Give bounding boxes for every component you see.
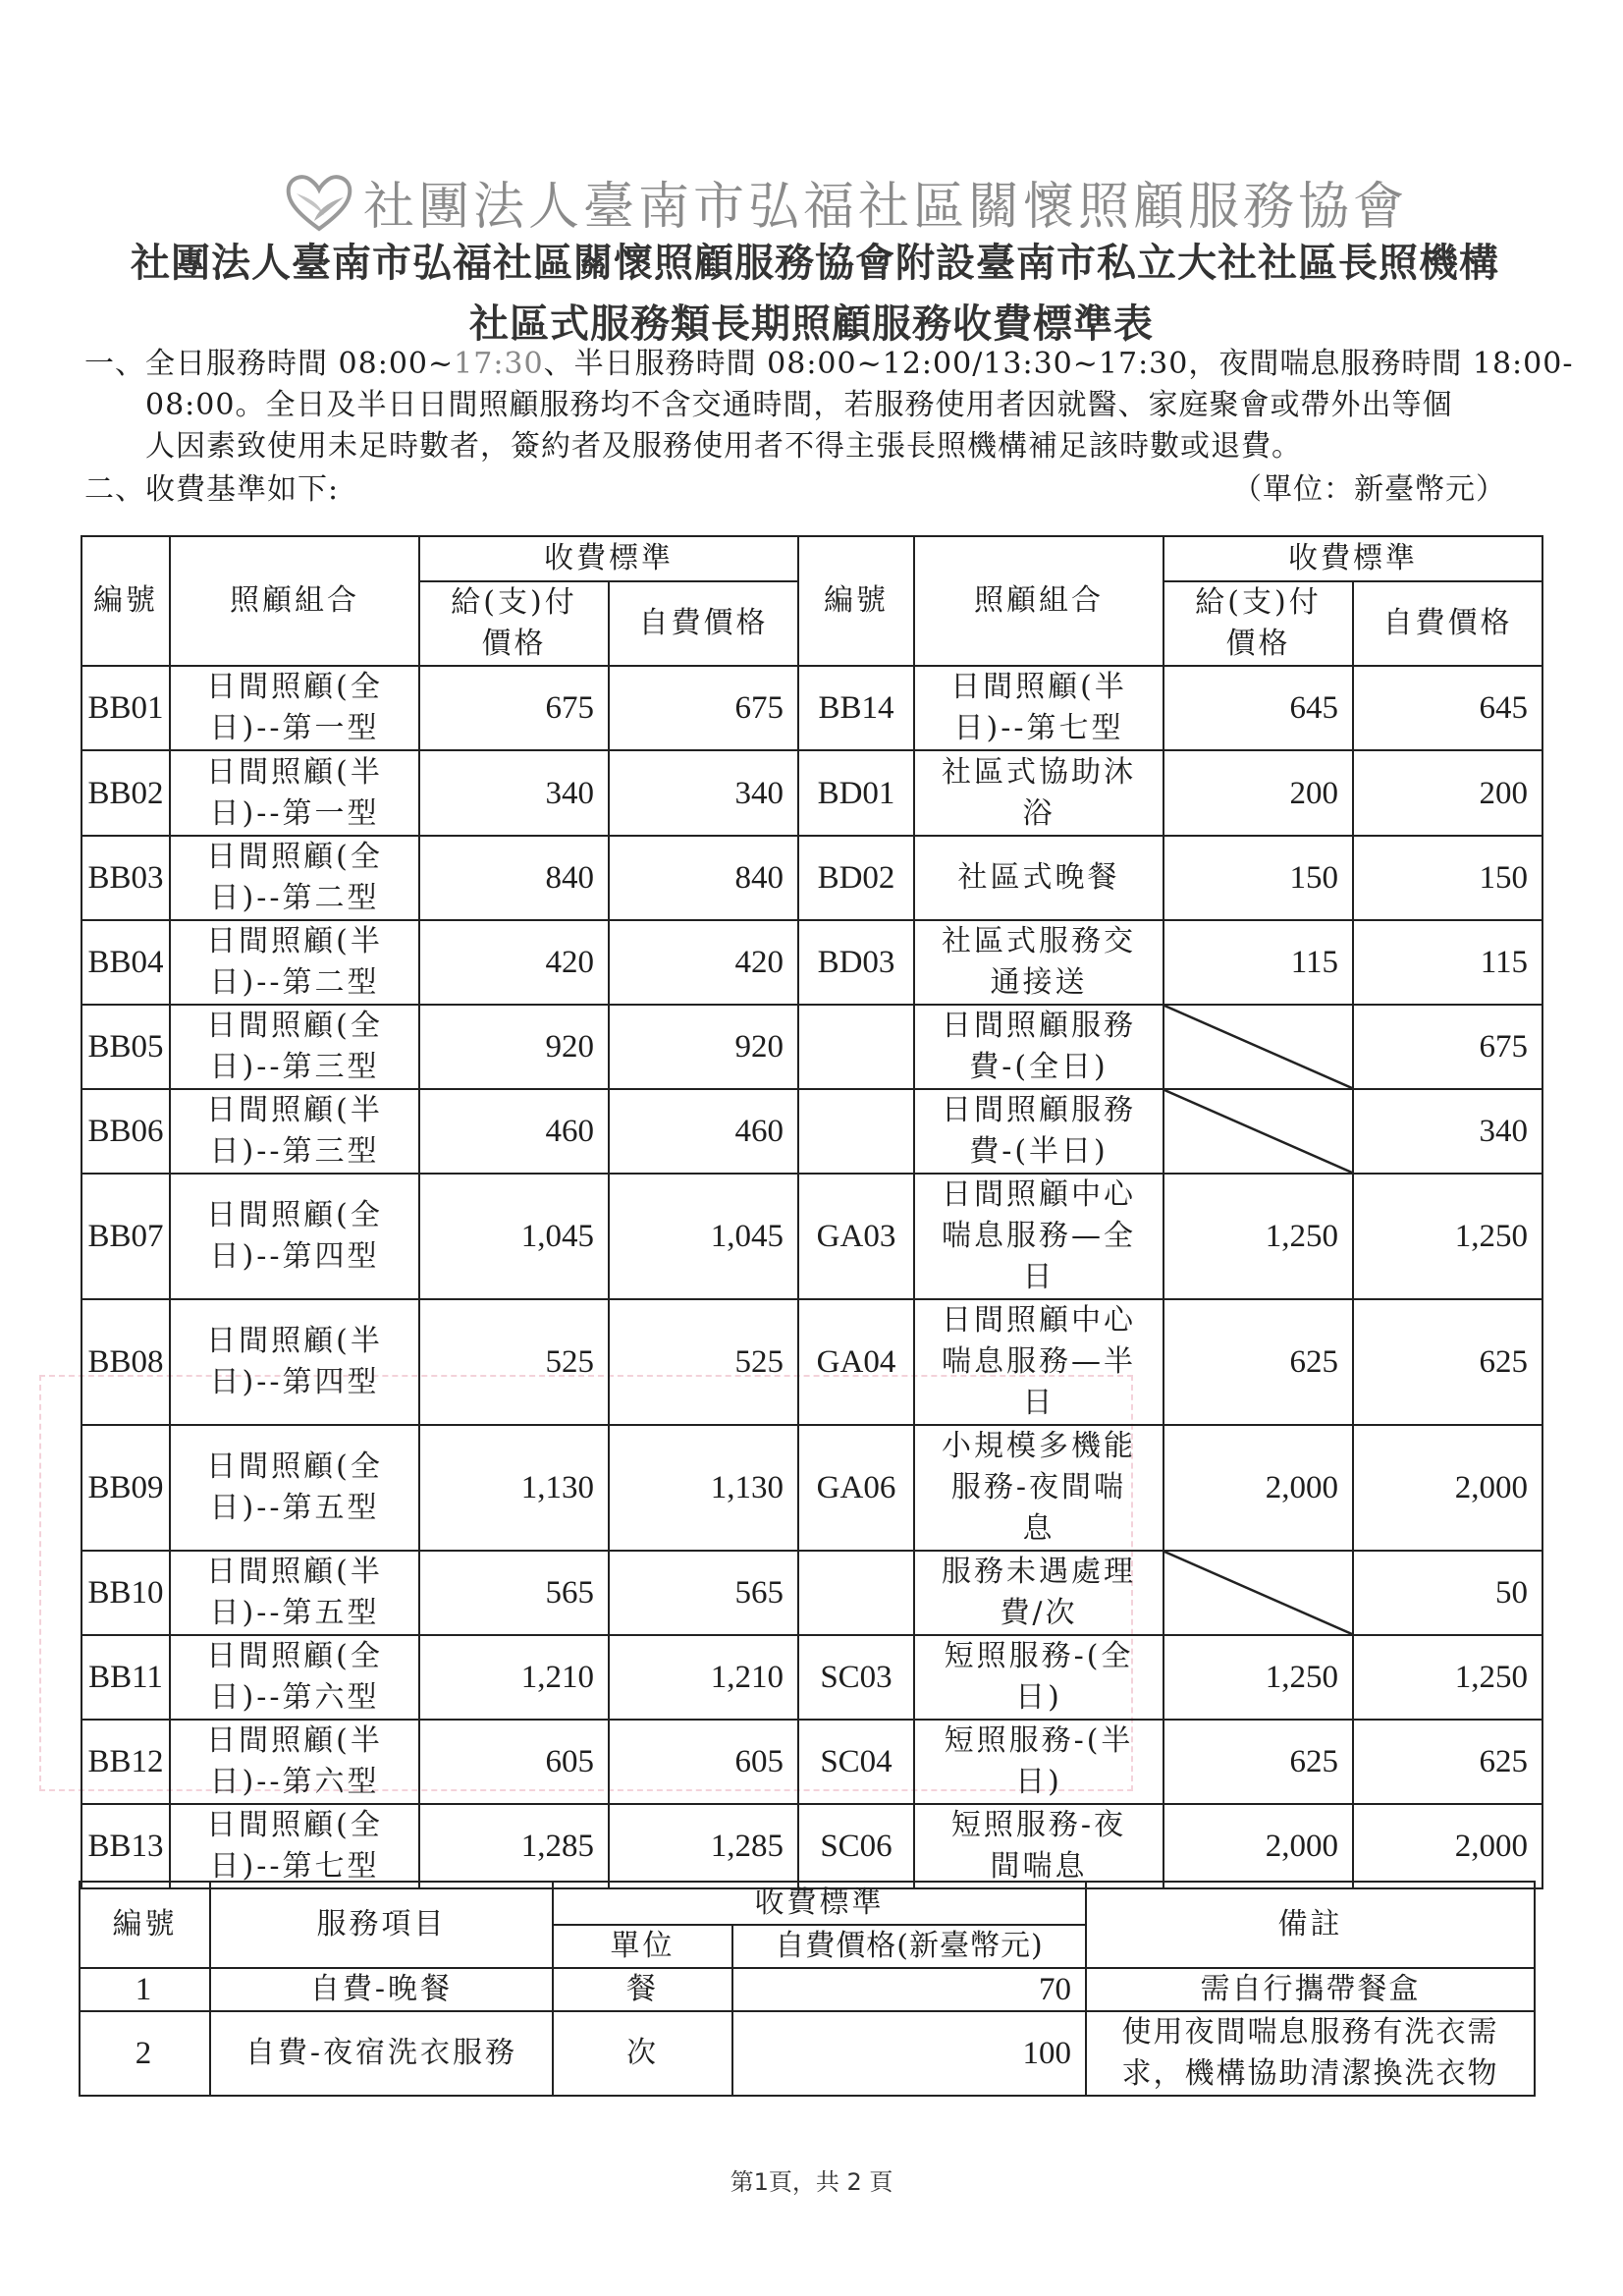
- right-self-price: 115: [1353, 920, 1542, 1005]
- left-code-cell: BB12: [81, 1720, 170, 1804]
- service-name: 日間照顧中心喘息服務—全日: [942, 1177, 1136, 1294]
- table-row: [81, 1425, 1542, 1551]
- item-unit: 次: [553, 2011, 732, 2096]
- table-row: [81, 1005, 1542, 1089]
- header-subsidy-price: [419, 581, 609, 666]
- note-1-time-end: 17:30: [454, 347, 544, 381]
- service-name: 日間照顧(全日)--第二型: [206, 840, 383, 915]
- header-subsidy-price-text: 給(支)付價格: [451, 585, 577, 661]
- note-2: 二、收費基準如下:: [84, 472, 340, 507]
- left-subsidy-price: 675: [419, 666, 609, 750]
- service-name: 日間照顧(半日)--第七型: [950, 670, 1127, 745]
- left-combo-cell: [170, 1804, 419, 1888]
- right-self-price: 50: [1353, 1551, 1542, 1635]
- left-subsidy-price: 840: [419, 836, 609, 920]
- left-subsidy-price: 1,285: [419, 1804, 609, 1888]
- not-applicable-cell: [1163, 1551, 1353, 1635]
- header-self-price: 自費價格: [1353, 581, 1542, 666]
- right-code-cell: [798, 1551, 914, 1635]
- not-applicable-cell: [1163, 1089, 1353, 1174]
- left-subsidy-price: 920: [419, 1005, 609, 1089]
- service-name: 社區式晚餐: [957, 860, 1120, 895]
- right-subsidy-price: 625: [1163, 1299, 1353, 1425]
- table-row: [81, 920, 1542, 1005]
- right-code-cell: [798, 1005, 914, 1089]
- service-name: 日間照顧(半日)--第一型: [206, 754, 383, 831]
- left-combo-cell: [170, 1299, 419, 1425]
- right-self-price: 1,250: [1353, 1635, 1542, 1720]
- table-row: [81, 1174, 1542, 1299]
- left-subsidy-price: 340: [419, 750, 609, 836]
- left-code-cell: BB10: [81, 1551, 170, 1635]
- left-combo-cell: [170, 1089, 419, 1174]
- service-name: 日間照顧(半日)--第四型: [206, 1324, 383, 1399]
- heart-logo-icon: [285, 172, 353, 233]
- left-combo-cell: [170, 1174, 419, 1299]
- right-combo-cell: [914, 1005, 1163, 1089]
- left-subsidy-price: 565: [419, 1551, 609, 1635]
- right-code-cell: BD03: [798, 920, 914, 1005]
- header-code: 編號: [81, 536, 170, 666]
- right-self-price: 150: [1353, 836, 1542, 920]
- right-code-cell: BB14: [798, 666, 914, 750]
- self-pay-table: [79, 1881, 1536, 2097]
- item-code: 1: [80, 1968, 210, 2011]
- left-self-price: 1,045: [609, 1174, 798, 1299]
- left-combo-cell: [170, 836, 419, 920]
- header-fee-standard: 收費標準: [1163, 536, 1542, 581]
- right-self-price: 625: [1353, 1299, 1542, 1425]
- right-combo-cell: [914, 1299, 1163, 1425]
- right-subsidy-price: 150: [1163, 836, 1353, 920]
- right-self-price: 645: [1353, 666, 1542, 750]
- right-code-cell: BD01: [798, 750, 914, 836]
- left-combo-cell: [170, 750, 419, 836]
- remark-text: 需自行攜帶餐盒: [1200, 1972, 1421, 2006]
- header-combo: 照顧組合: [914, 536, 1163, 666]
- left-code-cell: BB07: [81, 1174, 170, 1299]
- right-subsidy-price: 2,000: [1163, 1425, 1353, 1551]
- table-row: [81, 1635, 1542, 1720]
- right-self-price: 2,000: [1353, 1804, 1542, 1888]
- header-subsidy-price: [1163, 581, 1353, 666]
- left-combo-cell: [170, 666, 419, 750]
- right-combo-cell: [914, 1804, 1163, 1888]
- left-code-cell: BB05: [81, 1005, 170, 1089]
- left-self-price: 525: [609, 1299, 798, 1425]
- right-combo-cell: [914, 1089, 1163, 1174]
- item-name: 自費-晚餐: [210, 1968, 553, 2011]
- left-combo-cell: [170, 1005, 419, 1089]
- right-subsidy-price: 625: [1163, 1720, 1353, 1804]
- right-subsidy-price: 645: [1163, 666, 1353, 750]
- left-self-price: 605: [609, 1720, 798, 1804]
- right-code-cell: SC04: [798, 1720, 914, 1804]
- right-subsidy-price: 115: [1163, 920, 1353, 1005]
- service-name: 日間照顧(全日)--第三型: [206, 1009, 383, 1084]
- service-name: 日間照顧(全日)--第一型: [206, 670, 383, 745]
- left-combo-cell: [170, 920, 419, 1005]
- item-price: 100: [732, 2011, 1086, 2096]
- item-unit: 餐: [553, 1968, 732, 2011]
- table-row: [80, 2011, 1535, 2096]
- left-code-cell: BB11: [81, 1635, 170, 1720]
- item-price: 70: [732, 1968, 1086, 2011]
- table-row: [81, 1551, 1542, 1635]
- left-subsidy-price: 1,210: [419, 1635, 609, 1720]
- right-self-price: 625: [1353, 1720, 1542, 1804]
- header-code: 編號: [80, 1882, 210, 1968]
- right-subsidy-price: 2,000: [1163, 1804, 1353, 1888]
- left-code-cell: BB09: [81, 1425, 170, 1551]
- header-code: 編號: [798, 536, 914, 666]
- left-code-cell: BB08: [81, 1299, 170, 1425]
- document-title: 社區式服務類長期照顧服務收費標準表: [469, 301, 1154, 347]
- item-name: 自費-夜宿洗衣服務: [210, 2011, 553, 2096]
- left-code-cell: BB06: [81, 1089, 170, 1174]
- header-unit: 單位: [553, 1925, 732, 1968]
- note-1-text-a: 一、全日服務時間 08:00~: [84, 347, 455, 381]
- right-combo-cell: [914, 1720, 1163, 1804]
- service-name: 日間照顧(全日)--第七型: [206, 1808, 383, 1884]
- right-combo-cell: [914, 920, 1163, 1005]
- note-1-line-3: 人因素致使用未足時數者，簽約者及服務使用者不得主張長照機構補足該時數或退費。: [145, 429, 1302, 464]
- item-code: 2: [80, 2011, 210, 2096]
- left-self-price: 340: [609, 750, 798, 836]
- right-self-price: 675: [1353, 1005, 1542, 1089]
- left-self-price: 565: [609, 1551, 798, 1635]
- right-code-cell: GA03: [798, 1174, 914, 1299]
- header-subsidy-price-text: 給(支)付價格: [1195, 585, 1322, 661]
- left-self-price: 840: [609, 836, 798, 920]
- table-row: [81, 1804, 1542, 1888]
- right-combo-cell: [914, 666, 1163, 750]
- right-self-price: 200: [1353, 750, 1542, 836]
- service-name: 小規模多機能服務-夜間喘息: [942, 1429, 1136, 1546]
- table-row: [81, 1299, 1542, 1425]
- table-row: [81, 1720, 1542, 1804]
- left-subsidy-price: 605: [419, 1720, 609, 1804]
- service-name: 日間照顧服務費-(全日): [942, 1009, 1136, 1084]
- table-row: [81, 836, 1542, 920]
- left-code-cell: BB02: [81, 750, 170, 836]
- left-combo-cell: [170, 1635, 419, 1720]
- right-code-cell: SC03: [798, 1635, 914, 1720]
- service-name: 日間照顧(全日)--第五型: [206, 1449, 383, 1525]
- remark-text: 使用夜間喘息服務有洗衣需求，機構協助清潔換洗衣物: [1121, 2015, 1499, 2091]
- service-name: 社區式服務交通接送: [942, 924, 1136, 1000]
- service-name: 日間照顧(全日)--第六型: [206, 1639, 383, 1715]
- left-code-cell: BB04: [81, 920, 170, 1005]
- table-row: [81, 1089, 1542, 1174]
- left-self-price: 420: [609, 920, 798, 1005]
- page-indicator: 第1頁，共 2 頁: [730, 2168, 893, 2196]
- left-combo-cell: [170, 1551, 419, 1635]
- right-code-cell: BD02: [798, 836, 914, 920]
- header-combo: 照顧組合: [170, 536, 419, 666]
- left-self-price: 675: [609, 666, 798, 750]
- service-name: 短照服務-夜間喘息: [950, 1808, 1127, 1884]
- note-1-text-c: 、半日服務時間 08:00~12:00/13:30~17:30，夜間喘息服務時間 18:00-: [543, 347, 1574, 381]
- not-applicable-cell: [1163, 1005, 1353, 1089]
- left-combo-cell: [170, 1720, 419, 1804]
- left-subsidy-price: 1,045: [419, 1174, 609, 1299]
- organization-title: 社團法人臺南市弘福社區關懷照顧服務協會附設臺南市私立大社社區長照機構: [131, 240, 1499, 286]
- right-code-cell: [798, 1089, 914, 1174]
- right-subsidy-price: 200: [1163, 750, 1353, 836]
- left-subsidy-price: 1,130: [419, 1425, 609, 1551]
- service-name: 日間照顧(半日)--第二型: [206, 924, 383, 1000]
- table-row: [81, 750, 1542, 836]
- service-name: 日間照顧服務費-(半日): [942, 1093, 1136, 1169]
- left-self-price: 1,285: [609, 1804, 798, 1888]
- item-remark: [1086, 2011, 1535, 2096]
- table-row: [81, 666, 1542, 750]
- right-subsidy-price: 1,250: [1163, 1174, 1353, 1299]
- service-name: 短照服務-(半日): [944, 1723, 1134, 1799]
- left-combo-cell: [170, 1425, 419, 1551]
- header-fee-standard: 收費標準: [419, 536, 798, 581]
- service-name: 日間照顧(半日)--第三型: [206, 1093, 383, 1169]
- right-code-cell: SC06: [798, 1804, 914, 1888]
- header-self-price: 自費價格: [609, 581, 798, 666]
- note-1-line-1: [84, 344, 1573, 385]
- right-code-cell: GA04: [798, 1299, 914, 1425]
- service-name: 服務未遇處理費/次: [942, 1555, 1136, 1630]
- right-combo-cell: [914, 1635, 1163, 1720]
- left-self-price: 1,210: [609, 1635, 798, 1720]
- unit-note: （單位：新臺幣元）: [1232, 472, 1506, 507]
- item-remark: [1086, 1968, 1535, 2011]
- right-subsidy-price: 1,250: [1163, 1635, 1353, 1720]
- header-fee-standard: 收費標準: [553, 1882, 1086, 1925]
- note-1-line-2: 08:00。全日及半日日間照顧服務均不含交通時間，若服務使用者因就醫、家庭聚會或帶外出等個: [145, 388, 1453, 422]
- table-row: [80, 1968, 1535, 2011]
- right-combo-cell: [914, 750, 1163, 836]
- left-subsidy-price: 525: [419, 1299, 609, 1425]
- right-code-cell: GA06: [798, 1425, 914, 1551]
- service-name: 日間照顧中心喘息服務—半日: [942, 1303, 1136, 1420]
- left-code-cell: BB01: [81, 666, 170, 750]
- service-name: 日間照顧(全日)--第四型: [206, 1198, 383, 1274]
- right-self-price: 340: [1353, 1089, 1542, 1174]
- left-subsidy-price: 460: [419, 1089, 609, 1174]
- left-code-cell: BB03: [81, 836, 170, 920]
- header-item: 服務項目: [210, 1882, 553, 1968]
- right-self-price: 1,250: [1353, 1174, 1542, 1299]
- service-name: 社區式協助沐浴: [942, 754, 1136, 831]
- left-code-cell: BB13: [81, 1804, 170, 1888]
- service-name: 日間照顧(半日)--第五型: [206, 1555, 383, 1630]
- left-self-price: 920: [609, 1005, 798, 1089]
- right-combo-cell: [914, 1174, 1163, 1299]
- left-subsidy-price: 420: [419, 920, 609, 1005]
- service-name: 短照服務-(全日): [944, 1639, 1134, 1715]
- header-remark: 備註: [1086, 1882, 1535, 1968]
- right-combo-cell: [914, 1425, 1163, 1551]
- left-self-price: 460: [609, 1089, 798, 1174]
- letterhead: [285, 165, 1408, 239]
- header-self-price: 自費價格(新臺幣元): [732, 1925, 1086, 1968]
- right-combo-cell: [914, 836, 1163, 920]
- fee-standard-table: [81, 535, 1543, 1889]
- left-self-price: 1,130: [609, 1425, 798, 1551]
- letterhead-text: 社團法人臺南市弘福社區關懷照顧服務協會: [363, 178, 1409, 237]
- right-self-price: 2,000: [1353, 1425, 1542, 1551]
- right-combo-cell: [914, 1551, 1163, 1635]
- service-name: 日間照顧(半日)--第六型: [206, 1723, 383, 1799]
